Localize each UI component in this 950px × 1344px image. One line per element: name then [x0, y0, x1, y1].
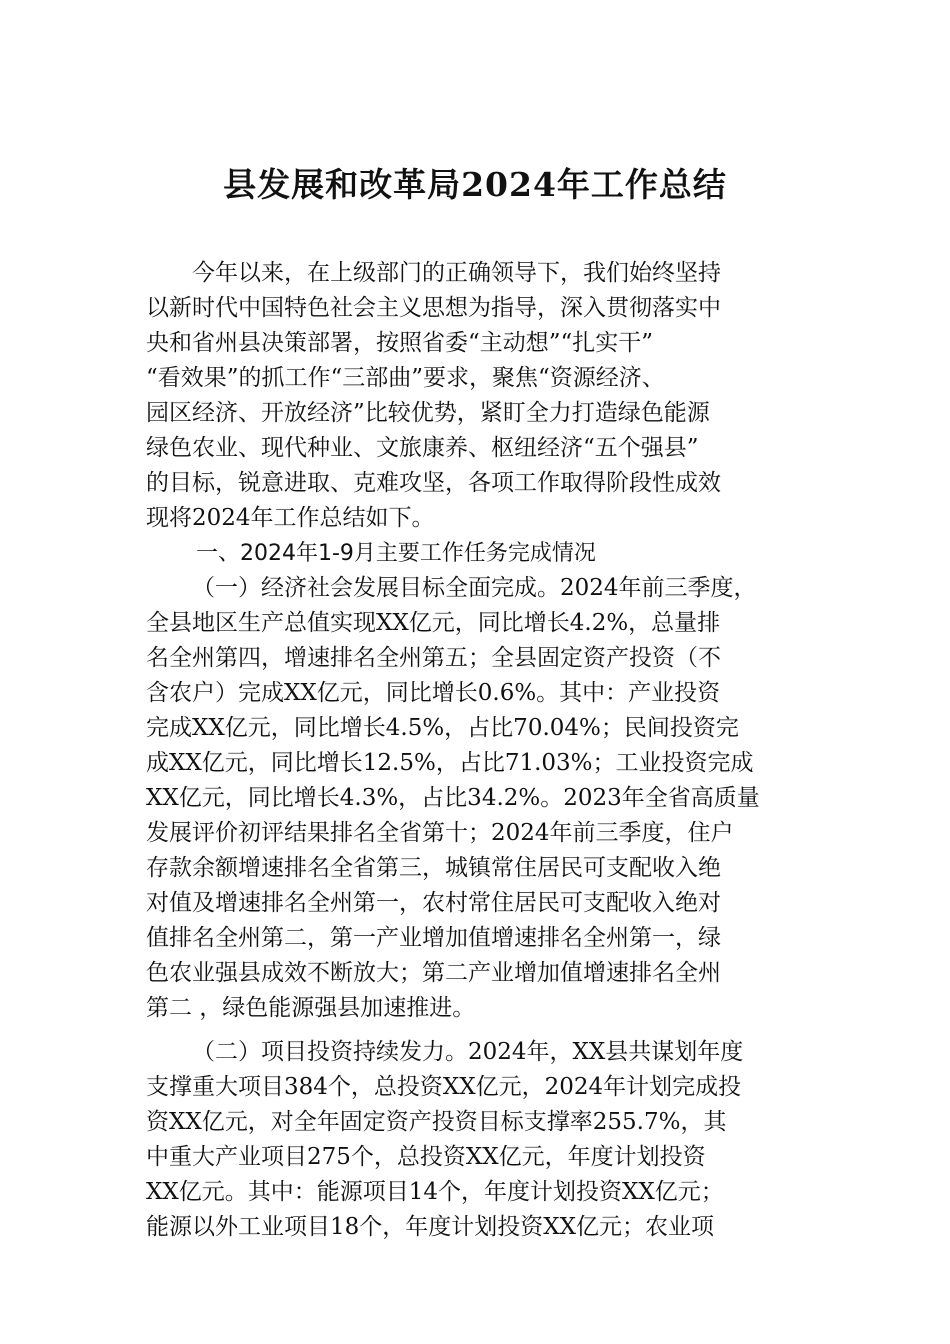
- paragraph-line: 第二 ，绿色能源强县加速推进。: [146, 995, 476, 1021]
- paragraph-line: 绿色农业、现代种业、文旅康养、枢纽经济“五个强县”: [146, 435, 699, 461]
- paragraph-line: 色农业强县成效不断放大；第二产业增加值增速排名全州: [146, 960, 721, 986]
- paragraph-line: （二）项目投资持续发力。2024年，XX县共谋划年度: [192, 1039, 744, 1065]
- section-heading: 一、2024年1-9月主要工作任务完成情况: [196, 541, 596, 566]
- paragraph-line: 名全州第四，增速排名全州第五；全县固定资产投资（不: [146, 645, 721, 671]
- paragraph-line: 含农户）完成XX亿元，同比增长0.6%。其中：产业投资: [146, 680, 721, 706]
- paragraph-line: 全县地区生产总值实现XX亿元，同比增长4.2%，总量排: [146, 610, 721, 636]
- paragraph-line: 成XX亿元，同比增长12.5%，占比71.03%；工业投资完成: [146, 750, 754, 776]
- paragraph-line: 以新时代中国特色社会主义思想为指导，深入贯彻落实中: [146, 295, 721, 321]
- paragraph-line: 今年以来，在上级部门的正确领导下，我们始终坚持: [192, 260, 721, 286]
- paragraph-line: 资XX亿元，对全年固定资产投资目标支撑率255.7%，其: [146, 1109, 727, 1135]
- paragraph-line: XX亿元。其中：能源项目14个，年度计划投资XX亿元；: [146, 1179, 724, 1205]
- paragraph-line: 完成XX亿元，同比增长4.5%，占比70.04%；民间投资完: [146, 715, 739, 741]
- paragraph-line: 对值及增速排名全州第一，农村常住居民可支配收入绝对: [146, 890, 721, 916]
- paragraph-line: 央和省州县决策部署，按照省委“主动想”“扎实干”: [146, 330, 654, 356]
- paragraph-line: 值排名全州第二，第一产业增加值增速排名全州第一，绿: [146, 925, 721, 951]
- paragraph-line: “看效果”的抓工作“三部曲”要求，聚焦“资源经济、: [146, 365, 665, 391]
- document-title: 县发展和改革局2024年工作总结: [223, 165, 727, 204]
- paragraph-line: XX亿元，同比增长4.3%，占比34.2%。2023年全省高质量: [146, 785, 760, 811]
- paragraph-line: （一）经济社会发展目标全面完成。2024年前三季度，: [192, 575, 757, 601]
- paragraph-line: 存款余额增速排名全省第三，城镇常住居民可支配收入绝: [146, 855, 721, 881]
- paragraph-line: 园区经济、开放经济”比较优势，紧盯全力打造绿色能源: [146, 400, 710, 426]
- document-body: [146, 256, 806, 1245]
- paragraph-line: 发展评价初评结果排名全省第十；2024年前三季度，住户: [146, 820, 734, 846]
- paragraph-line: 支撑重大项目384个，总投资XX亿元，2024年计划完成投: [146, 1074, 742, 1100]
- paragraph-line: 的目标，锐意进取、克难攻坚，各项工作取得阶段性成效: [146, 470, 721, 496]
- paragraph-line: 能源以外工业项目18个，年度计划投资XX亿元；农业项: [146, 1214, 715, 1240]
- paragraph-line: 中重大产业项目275个，总投资XX亿元，年度计划投资: [146, 1144, 706, 1170]
- paragraph-line: 现将2024年工作总结如下。: [146, 505, 435, 531]
